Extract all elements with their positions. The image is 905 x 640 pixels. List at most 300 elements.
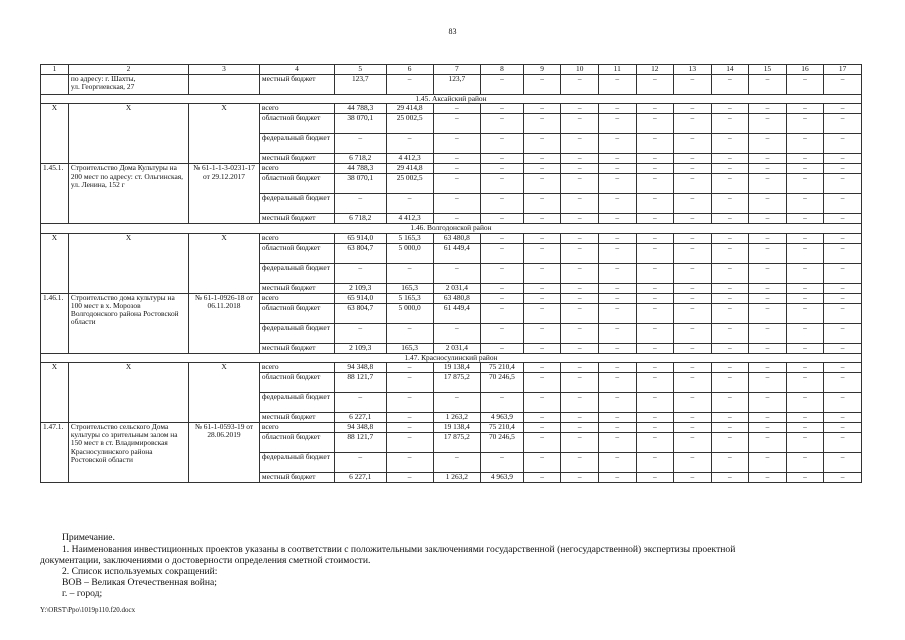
value-cell: 29 414,8 — [386, 164, 433, 174]
value-cell: 5 000,0 — [386, 303, 433, 323]
value-cell: – — [824, 452, 862, 472]
value-cell: 123,7 — [433, 75, 480, 95]
value-cell: – — [523, 75, 561, 95]
section-title-row — [41, 353, 862, 362]
value-cell: – — [598, 323, 636, 343]
value-cell: 63 804,7 — [335, 303, 387, 323]
value-cell: – — [824, 104, 862, 114]
value-cell: – — [561, 233, 599, 243]
value-cell: – — [561, 154, 599, 164]
value-cell: – — [523, 362, 561, 372]
value-cell: – — [561, 164, 599, 174]
value-cell: – — [749, 303, 787, 323]
value-cell: – — [824, 194, 862, 214]
header-row — [41, 65, 862, 75]
value-cell: – — [386, 412, 433, 422]
value-cell: – — [561, 343, 599, 353]
value-cell: – — [598, 293, 636, 303]
value-cell: – — [786, 303, 824, 323]
column-header: 5 — [335, 65, 387, 75]
value-cell: – — [824, 233, 862, 243]
value-cell: – — [636, 412, 674, 422]
value-cell: 70 246,5 — [480, 432, 523, 452]
budget-type: областной бюджет — [259, 372, 334, 392]
value-cell: – — [433, 134, 480, 154]
value-cell: – — [824, 154, 862, 164]
value-cell: – — [674, 362, 712, 372]
value-cell: – — [598, 452, 636, 472]
value-cell: – — [598, 114, 636, 134]
value-cell: – — [674, 214, 712, 224]
expertise-doc: № 61-1-0593-19 от 28.06.2019 — [189, 422, 260, 482]
value-cell: – — [674, 174, 712, 194]
value-cell: – — [386, 472, 433, 482]
section-title-row — [41, 224, 862, 233]
value-cell: – — [523, 233, 561, 243]
value-cell: – — [711, 422, 749, 432]
value-cell: – — [636, 343, 674, 353]
address-line: ул. Георгиевская, 27 — [70, 82, 135, 92]
value-cell: – — [480, 233, 523, 243]
value-cell: 25 002,5 — [386, 114, 433, 134]
table-cell — [41, 75, 69, 95]
value-cell: 17 875,2 — [433, 432, 480, 452]
budget-type: федеральный бюджет — [259, 134, 334, 154]
expertise-doc: № 61-1-1-3-0231-17 от 29.12.2017 — [189, 164, 260, 224]
value-cell: – — [523, 164, 561, 174]
value-cell: – — [523, 214, 561, 224]
budget-type: федеральный бюджет — [259, 392, 334, 412]
budget-type: федеральный бюджет — [259, 263, 334, 283]
value-cell: – — [749, 362, 787, 372]
value-cell: – — [749, 75, 787, 95]
value-cell: 70 246,5 — [480, 372, 523, 392]
value-cell: – — [674, 452, 712, 472]
column-header: 14 — [711, 65, 749, 75]
value-cell: 17 875,2 — [433, 372, 480, 392]
value-cell: – — [523, 174, 561, 194]
budget-type: всего — [259, 104, 334, 114]
value-cell: – — [433, 174, 480, 194]
value-cell: 5 165,3 — [386, 233, 433, 243]
table-row — [41, 293, 862, 303]
value-cell: – — [636, 472, 674, 482]
budget-type: федеральный бюджет — [259, 323, 334, 343]
value-cell: – — [636, 362, 674, 372]
value-cell: – — [598, 174, 636, 194]
value-cell: – — [386, 392, 433, 412]
value-cell: 165,3 — [386, 343, 433, 353]
value-cell: – — [749, 243, 787, 263]
value-cell: – — [786, 154, 824, 164]
value-cell: 4 963,9 — [480, 472, 523, 482]
value-cell: 1 263,2 — [433, 412, 480, 422]
column-header: 6 — [386, 65, 433, 75]
value-cell: – — [523, 432, 561, 452]
value-cell: – — [674, 422, 712, 432]
notes-abbr-2: г. – город; — [62, 588, 103, 599]
x-marker: X — [189, 104, 260, 164]
value-cell: – — [598, 392, 636, 412]
value-cell: – — [636, 392, 674, 412]
value-cell: – — [636, 164, 674, 174]
value-cell: – — [523, 472, 561, 482]
value-cell: – — [786, 412, 824, 422]
value-cell: – — [786, 263, 824, 283]
value-cell: – — [824, 432, 862, 452]
value-cell: – — [824, 362, 862, 372]
value-cell: – — [433, 263, 480, 283]
value-cell: – — [786, 343, 824, 353]
value-cell: – — [749, 174, 787, 194]
value-cell: 123,7 — [335, 75, 387, 95]
value-cell: – — [786, 432, 824, 452]
value-cell: – — [523, 412, 561, 422]
notes-item-1-cont: документации, заключениями о достоверности определения сметной стоимости. — [40, 555, 371, 566]
project-number: 1.45.1. — [41, 164, 69, 224]
value-cell: 38 070,1 — [335, 114, 387, 134]
value-cell: – — [480, 343, 523, 353]
column-header: 3 — [189, 65, 260, 75]
section-title: 1.47. Красносулинский район — [41, 353, 862, 362]
value-cell: – — [786, 104, 824, 114]
value-cell: – — [749, 293, 787, 303]
value-cell: – — [711, 164, 749, 174]
x-marker: X — [189, 362, 260, 422]
x-marker: X — [41, 233, 69, 293]
notes-abbr-1: ВОВ – Великая Отечественная война; — [62, 577, 217, 588]
value-cell: – — [636, 134, 674, 154]
value-cell: – — [711, 174, 749, 194]
value-cell: 61 449,4 — [433, 243, 480, 263]
file-path: Y:\ORST\Ppo\1019p110.f20.docx — [40, 606, 136, 614]
value-cell: – — [598, 243, 636, 263]
section-title-row — [41, 95, 862, 104]
value-cell: – — [674, 164, 712, 174]
value-cell: – — [749, 154, 787, 164]
value-cell: 2 109,3 — [335, 283, 387, 293]
value-cell: – — [598, 283, 636, 293]
value-cell: 2 109,3 — [335, 343, 387, 353]
value-cell: – — [636, 323, 674, 343]
column-header: 8 — [480, 65, 523, 75]
value-cell: – — [561, 362, 599, 372]
value-cell: 44 788,3 — [335, 104, 387, 114]
value-cell: – — [824, 114, 862, 134]
budget-type: местный бюджет — [259, 283, 334, 293]
value-cell: 6 227,1 — [335, 412, 387, 422]
value-cell: – — [749, 104, 787, 114]
value-cell: 75 210,4 — [480, 422, 523, 432]
column-header: 10 — [561, 65, 599, 75]
value-cell: – — [636, 243, 674, 263]
value-cell: 63 480,8 — [433, 233, 480, 243]
value-cell: – — [480, 154, 523, 164]
column-header: 4 — [259, 65, 334, 75]
table-row — [41, 233, 862, 243]
value-cell: – — [598, 303, 636, 323]
project-name: Строительство Дома Культуры на 200 мест по адресу: ст. Ольгинская, ул. Ленина, 152 г — [68, 164, 188, 224]
value-cell: – — [711, 243, 749, 263]
value-cell: – — [749, 392, 787, 412]
value-cell: – — [824, 293, 862, 303]
value-cell: – — [433, 164, 480, 174]
value-cell: – — [749, 283, 787, 293]
project-name: Строительство дома культуры на 100 мест в х. Морозов Волгодонского района Ростовской области — [68, 293, 188, 353]
value-cell: 38 070,1 — [335, 174, 387, 194]
value-cell: 6 718,2 — [335, 154, 387, 164]
value-cell: – — [711, 323, 749, 343]
budget-type: областной бюджет — [259, 174, 334, 194]
value-cell: – — [674, 293, 712, 303]
value-cell: – — [386, 422, 433, 432]
value-cell: – — [561, 283, 599, 293]
column-header: 9 — [523, 65, 561, 75]
value-cell: – — [674, 134, 712, 154]
section-title: 1.46. Волгодонской район — [41, 224, 862, 233]
value-cell: – — [598, 432, 636, 452]
table-row — [41, 422, 862, 432]
budget-type: федеральный бюджет — [259, 452, 334, 472]
value-cell: – — [598, 104, 636, 114]
project-number: 1.46.1. — [41, 293, 69, 353]
value-cell: – — [636, 174, 674, 194]
value-cell: – — [636, 104, 674, 114]
value-cell: – — [786, 194, 824, 214]
value-cell: – — [561, 472, 599, 482]
value-cell: – — [749, 233, 787, 243]
value-cell: – — [711, 214, 749, 224]
value-cell: – — [386, 263, 433, 283]
value-cell: – — [786, 362, 824, 372]
value-cell: – — [824, 164, 862, 174]
value-cell: – — [598, 233, 636, 243]
value-cell: – — [335, 392, 387, 412]
value-cell: – — [824, 214, 862, 224]
table-body — [41, 65, 862, 483]
budget-type: местный бюджет — [259, 75, 334, 95]
value-cell: – — [749, 114, 787, 134]
value-cell: – — [711, 392, 749, 412]
value-cell: – — [598, 263, 636, 283]
value-cell: – — [711, 233, 749, 243]
notes-item-1: 1. Наименования инвестиционных проектов указаны в соответствии с положительными заключениями государственной (негосударственной) экспертизы проектной — [62, 544, 736, 555]
value-cell: – — [523, 114, 561, 134]
value-cell: – — [786, 214, 824, 224]
value-cell: 4 412,3 — [386, 154, 433, 164]
project-number: 1.47.1. — [41, 422, 69, 482]
value-cell: – — [561, 194, 599, 214]
value-cell: – — [335, 134, 387, 154]
value-cell: – — [561, 134, 599, 154]
value-cell: – — [824, 412, 862, 422]
value-cell: – — [386, 432, 433, 452]
value-cell: – — [433, 154, 480, 164]
value-cell: – — [523, 422, 561, 432]
value-cell: – — [749, 263, 787, 283]
value-cell: – — [636, 114, 674, 134]
value-cell: – — [480, 174, 523, 194]
value-cell: – — [786, 452, 824, 472]
budget-type: всего — [259, 422, 334, 432]
value-cell: 63 804,7 — [335, 243, 387, 263]
column-header: 2 — [68, 65, 188, 75]
value-cell: – — [824, 392, 862, 412]
value-cell: – — [433, 104, 480, 114]
value-cell: – — [786, 422, 824, 432]
value-cell: – — [433, 114, 480, 134]
value-cell: – — [561, 432, 599, 452]
value-cell: – — [598, 422, 636, 432]
value-cell: – — [561, 243, 599, 263]
value-cell: – — [561, 75, 599, 95]
value-cell: 25 002,5 — [386, 174, 433, 194]
value-cell: – — [480, 293, 523, 303]
table-cell — [189, 75, 260, 95]
value-cell: – — [711, 372, 749, 392]
value-cell: – — [749, 432, 787, 452]
budget-type: федеральный бюджет — [259, 194, 334, 214]
value-cell: – — [523, 243, 561, 263]
value-cell: – — [749, 194, 787, 214]
x-marker: X — [68, 233, 188, 293]
value-cell: – — [636, 372, 674, 392]
x-marker: X — [68, 362, 188, 422]
value-cell: – — [636, 214, 674, 224]
value-cell: – — [480, 214, 523, 224]
value-cell: – — [523, 392, 561, 412]
value-cell: 65 914,0 — [335, 293, 387, 303]
x-marker: X — [41, 104, 69, 164]
value-cell: – — [636, 422, 674, 432]
value-cell: 6 718,2 — [335, 214, 387, 224]
value-cell: – — [561, 293, 599, 303]
column-header: 17 — [824, 65, 862, 75]
value-cell: – — [674, 432, 712, 452]
value-cell: – — [598, 472, 636, 482]
value-cell: – — [598, 164, 636, 174]
value-cell: 6 227,1 — [335, 472, 387, 482]
value-cell: – — [786, 293, 824, 303]
value-cell: – — [711, 75, 749, 95]
value-cell: – — [824, 75, 862, 95]
value-cell: – — [636, 452, 674, 472]
value-cell: 2 031,4 — [433, 283, 480, 293]
value-cell: – — [711, 283, 749, 293]
budget-type: всего — [259, 233, 334, 243]
value-cell: – — [523, 194, 561, 214]
value-cell: – — [824, 283, 862, 293]
value-cell: – — [636, 194, 674, 214]
value-cell: – — [433, 214, 480, 224]
value-cell: – — [674, 303, 712, 323]
value-cell: 75 210,4 — [480, 362, 523, 372]
value-cell: – — [480, 75, 523, 95]
value-cell: – — [335, 323, 387, 343]
value-cell: – — [711, 154, 749, 164]
value-cell: – — [786, 114, 824, 134]
budget-type: областной бюджет — [259, 303, 334, 323]
value-cell: 88 121,7 — [335, 372, 387, 392]
budget-type: местный бюджет — [259, 343, 334, 353]
value-cell: 4 963,9 — [480, 412, 523, 422]
value-cell: – — [636, 154, 674, 164]
budget-type: местный бюджет — [259, 412, 334, 422]
x-marker: X — [189, 233, 260, 293]
value-cell: – — [711, 362, 749, 372]
value-cell: – — [786, 392, 824, 412]
value-cell: – — [433, 323, 480, 343]
column-header: 16 — [786, 65, 824, 75]
value-cell: – — [674, 154, 712, 164]
value-cell: – — [674, 75, 712, 95]
value-cell: – — [636, 263, 674, 283]
value-cell: 19 138,4 — [433, 422, 480, 432]
value-cell: 94 348,8 — [335, 422, 387, 432]
value-cell: – — [523, 263, 561, 283]
value-cell: – — [523, 283, 561, 293]
value-cell: – — [786, 323, 824, 343]
value-cell: – — [335, 194, 387, 214]
notes-heading: Примечание. — [62, 532, 115, 543]
value-cell: – — [598, 412, 636, 422]
value-cell: – — [480, 243, 523, 263]
value-cell: – — [480, 263, 523, 283]
value-cell: – — [824, 174, 862, 194]
value-cell: – — [523, 104, 561, 114]
value-cell: – — [598, 214, 636, 224]
value-cell: – — [561, 104, 599, 114]
budget-type: областной бюджет — [259, 432, 334, 452]
value-cell: – — [636, 233, 674, 243]
value-cell: – — [824, 343, 862, 353]
budget-type: местный бюджет — [259, 154, 334, 164]
value-cell: – — [636, 303, 674, 323]
value-cell: – — [433, 452, 480, 472]
value-cell: – — [523, 303, 561, 323]
value-cell: – — [480, 194, 523, 214]
value-cell: – — [749, 472, 787, 482]
budget-type: областной бюджет — [259, 243, 334, 263]
value-cell: – — [561, 372, 599, 392]
table-row — [41, 75, 862, 95]
value-cell: – — [711, 293, 749, 303]
table-row — [41, 362, 862, 372]
value-cell: – — [480, 323, 523, 343]
value-cell: – — [386, 134, 433, 154]
value-cell: – — [749, 343, 787, 353]
value-cell: – — [598, 362, 636, 372]
value-cell: – — [711, 452, 749, 472]
value-cell: 44 788,3 — [335, 164, 387, 174]
value-cell: – — [749, 134, 787, 154]
notes-item-2: 2. Список используемых сокращений: — [62, 566, 218, 577]
budget-type: местный бюджет — [259, 472, 334, 482]
address-line: по адресу: г. Шахты, — [70, 74, 136, 83]
value-cell: – — [674, 233, 712, 243]
column-header: 7 — [433, 65, 480, 75]
value-cell: – — [636, 75, 674, 95]
project-name: Строительство сельского Дома культуры со зрительным залом на 150 мест в ст. Владимировская Красносулинского района Ростовской области — [68, 422, 188, 482]
value-cell: – — [749, 422, 787, 432]
value-cell: – — [786, 243, 824, 263]
value-cell: – — [749, 412, 787, 422]
value-cell: – — [711, 412, 749, 422]
value-cell: – — [433, 194, 480, 214]
value-cell: – — [674, 323, 712, 343]
value-cell: – — [711, 194, 749, 214]
column-header: 13 — [674, 65, 712, 75]
